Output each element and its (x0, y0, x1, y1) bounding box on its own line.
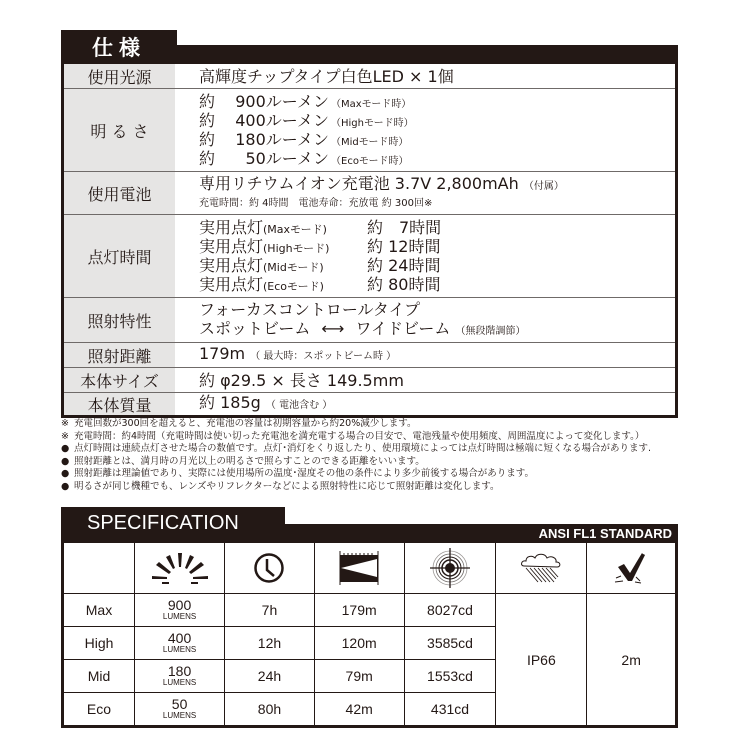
runtime-cell: 24h (225, 660, 315, 693)
spec-label: 使用光源 (64, 64, 175, 88)
brightness-value: 50ルーメン (245, 149, 329, 168)
en-spec-title: SPECIFICATION (61, 507, 285, 540)
lumens-cell (134, 660, 224, 693)
spec-value (175, 64, 675, 88)
lumens-cell (134, 594, 224, 627)
brightness-value: 900ルーメン (235, 92, 329, 111)
en-spec-table (61, 542, 678, 728)
approx-label: 約 (199, 130, 216, 149)
jp-spec-table (61, 64, 678, 418)
beam-type: フォーカスコントロールタイプ (199, 299, 421, 319)
note-text: 充電時間：約4時間（充電時間は使い切った充電池を満充電する場合の目安で、電池残量や使用頻度、周囲温度によって変化します。） (74, 430, 645, 442)
impact-resistance-icon (587, 543, 677, 594)
size-value: 約 φ29.5 × 長さ 149.5mm (199, 370, 404, 390)
lumens-cell (134, 693, 224, 727)
note-line (61, 418, 701, 431)
mode-cell: High (63, 627, 135, 660)
mode-cell: Eco (63, 693, 135, 727)
weight-note: （ 電池含む ） (265, 400, 333, 411)
water-resistance-icon (496, 543, 587, 594)
light-output-icon (134, 543, 224, 594)
spec-label: 点灯時間 (64, 215, 175, 297)
note-line (61, 468, 701, 481)
brightness-value: 400ルーメン (235, 111, 329, 130)
spec-value (175, 172, 675, 214)
note-text: 充電回数が300回を超えると、充電池の容量は初期容量から約20%減少します。 (74, 418, 417, 429)
distance-value: 179m (199, 344, 246, 363)
runtime-mode: (Highモード) (263, 242, 330, 255)
approx-label: 約 (199, 111, 216, 130)
battery-sub: 充電時間：約 4時間 電池寿命：充放電 約 300回※ (199, 198, 433, 209)
impact-resistance-cell: 2m (587, 594, 677, 727)
jp-spec-title: 仕様 (61, 30, 177, 64)
spec-label: 使用電池 (64, 172, 175, 214)
wide-beam-label: ワイドビーム (355, 318, 451, 338)
spec-row-brightness (64, 88, 675, 171)
battery-value: 専用リチウムイオン充電池 3.7V 2,800mAh (199, 174, 519, 193)
runtime-line (199, 275, 675, 294)
distance-cell: 42m (314, 693, 404, 727)
spec-row-weight (64, 392, 675, 415)
weight-value: 約 185g (199, 393, 261, 412)
spec-label: 明 る さ (64, 89, 175, 171)
intensity-cell: 3585cd (404, 627, 496, 660)
peak-beam-intensity-icon (404, 543, 496, 594)
lumens-value: 180 (167, 663, 192, 679)
note-text: 明るさが同じ機種でも、レンズやリフレクターなどによる照射特性に応じて照射距離は変化します。 (74, 480, 500, 492)
spec-value (175, 343, 675, 367)
approx-label: 約 (199, 92, 216, 111)
runtime-value: 約 7時間 (367, 218, 442, 237)
note-line (61, 456, 701, 469)
note-bullet: ※ (61, 418, 69, 429)
distance-cell: 179m (314, 594, 404, 627)
ansi-standard-label: ANSI FL1 STANDARD (538, 526, 672, 541)
distance-note: （ 最大時：スポットビーム時 ） (250, 351, 397, 362)
note-text: 照射距離は理論値であり、実際には使用場所の温度･湿度その他の条件により多少前後する場合があります。 (74, 468, 534, 480)
table-row-max (63, 594, 677, 627)
spec-row-distance (64, 342, 675, 367)
light-source-value: 高輝度チップタイプ白色LED × 1個 (199, 66, 454, 86)
mode-cell: Max (63, 594, 135, 627)
runtime-label: 実用点灯 (199, 256, 264, 275)
spec-label: 照射特性 (64, 298, 175, 342)
spec-value (175, 215, 675, 297)
brightness-value: 180ルーメン (235, 130, 329, 149)
spec-value (175, 89, 675, 171)
runtime-value: 約 24時間 (367, 256, 441, 275)
runtime-line (199, 237, 675, 256)
runtime-mode: (Maxモード) (263, 223, 327, 236)
runtime-cell: 12h (225, 627, 315, 660)
spec-label: 本体サイズ (64, 368, 175, 392)
intensity-cell: 8027cd (404, 594, 496, 627)
spec-notes (61, 418, 701, 494)
spec-row-beam (64, 297, 675, 342)
approx-label: 約 (199, 149, 216, 168)
spec-value (175, 368, 675, 392)
runtime-value: 約 12時間 (367, 237, 441, 256)
brightness-line (199, 111, 675, 130)
note-line (61, 431, 701, 444)
brightness-line (199, 92, 675, 111)
note-line (61, 481, 701, 494)
brightness-line (199, 130, 675, 149)
spec-row-battery (64, 171, 675, 214)
icon-header-row (63, 543, 677, 594)
spec-row-light-source (64, 64, 675, 88)
brightness-line (199, 149, 675, 168)
spec-value (175, 298, 675, 342)
spec-value (175, 393, 675, 415)
spot-beam-label: スポットビーム (199, 318, 311, 338)
runtime-clock-icon (225, 543, 315, 594)
note-bullet: ※ (61, 430, 69, 442)
runtime-label: 実用点灯 (199, 218, 264, 237)
runtime-value: 約 80時間 (367, 275, 441, 294)
beam-note: （無段階調節） (455, 325, 526, 337)
note-line (61, 443, 701, 456)
lumens-unit: LUMENS (162, 645, 197, 654)
note-text: 照射距離とは、満月時の月光以上の明るさで照らすことのできる距離をいいます。 (74, 455, 425, 467)
mode-cell: Mid (63, 660, 135, 693)
brightness-mode-note: （Highモード時） (331, 118, 414, 129)
lumens-cell (134, 627, 224, 660)
distance-cell: 120m (314, 627, 404, 660)
note-bullet: ● (61, 443, 70, 455)
spec-row-runtime (64, 214, 675, 297)
lumens-unit: LUMENS (162, 711, 197, 720)
spec-row-size (64, 367, 675, 392)
brightness-mode-note: （Midモード時） (331, 137, 409, 148)
intensity-cell: 431cd (404, 693, 496, 727)
lumens-value: 400 (167, 630, 192, 646)
note-text: 点灯時間は連続点灯させた場合の数値です。点灯･消灯をくり返したり、使用環境によっては点灯時間は極端に短くなる場合があります. (74, 443, 652, 455)
brightness-mode-note: （Ecoモード時） (331, 156, 409, 167)
distance-cell: 79m (314, 660, 404, 693)
lumens-value: 50 (171, 696, 188, 712)
runtime-line (199, 218, 675, 237)
battery-note: （付属） (523, 181, 564, 192)
runtime-cell: 7h (225, 594, 315, 627)
runtime-label: 実用点灯 (199, 237, 264, 256)
intensity-cell: 1553cd (404, 660, 496, 693)
lumens-value: 900 (167, 597, 192, 613)
runtime-mode: (Midモード) (263, 261, 324, 274)
lumens-unit: LUMENS (162, 678, 197, 687)
beam-distance-icon (314, 543, 404, 594)
double-arrow-icon: ⟷ (321, 318, 345, 338)
mode-header-cell (63, 543, 135, 594)
note-bullet: ● (61, 480, 70, 492)
runtime-label: 実用点灯 (199, 275, 264, 294)
spec-label: 照射距離 (64, 343, 175, 367)
water-resistance-cell: IP66 (496, 594, 587, 727)
runtime-line (199, 256, 675, 275)
note-bullet: ● (61, 468, 70, 480)
runtime-cell: 80h (225, 693, 315, 727)
runtime-mode: (Ecoモード) (263, 280, 324, 293)
spec-label: 本体質量 (64, 393, 175, 415)
note-bullet: ● (61, 455, 70, 467)
brightness-mode-note: （Maxモード時） (331, 99, 412, 110)
lumens-unit: LUMENS (162, 612, 197, 621)
